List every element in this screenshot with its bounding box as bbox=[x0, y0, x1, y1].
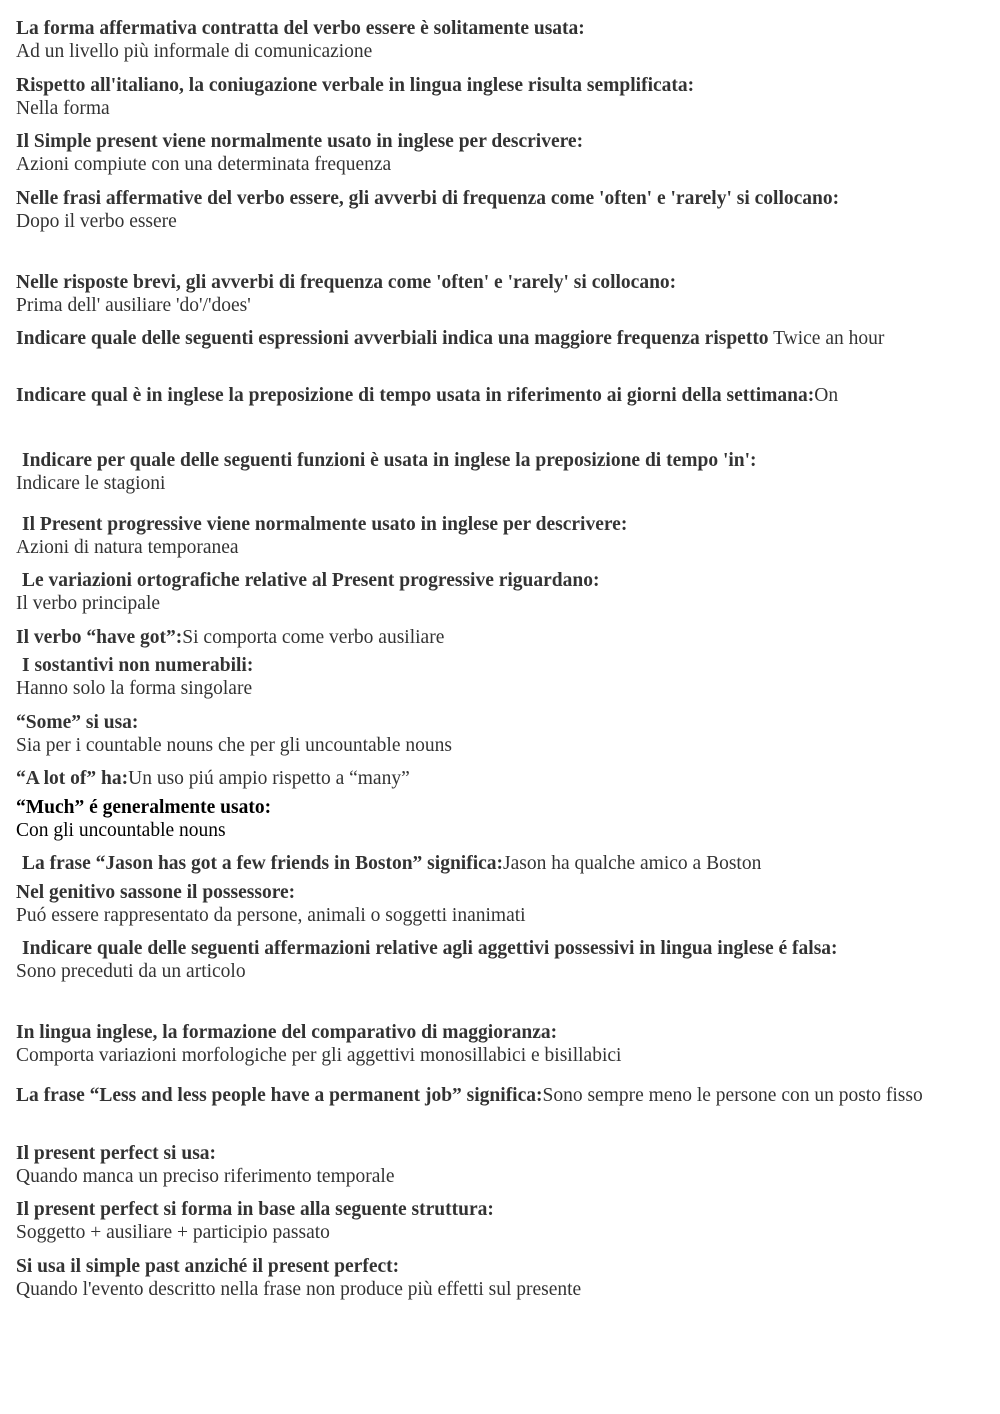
qa-item-4 bbox=[16, 187, 986, 233]
question: Nelle risposte brevi, gli avverbi di frequenza come 'often' e 'rarely' si collocano: bbox=[16, 272, 677, 293]
answer: Soggetto + ausiliare + participio passato bbox=[16, 1222, 330, 1243]
qa-item-1 bbox=[16, 17, 986, 63]
answer: Comporta variazioni morfologiche per gli aggettivi monosillabici e bisillabici bbox=[16, 1045, 622, 1066]
question: I sostantivi non numerabili: bbox=[22, 655, 254, 676]
answer: Quando l'evento descritto nella frase non produce più effetti sul presente bbox=[16, 1279, 582, 1300]
question: Nelle frasi affermative del verbo essere, gli avverbi di frequenza come 'often' e 'rarely' si collocano: bbox=[16, 188, 840, 209]
qa-item-7 bbox=[16, 384, 986, 407]
question: Indicare per quale delle seguenti funzioni è usata in inglese la preposizione di tempo 'in': bbox=[22, 450, 757, 471]
qa-item-5 bbox=[16, 271, 986, 317]
question: Indicare quale delle seguenti espressioni avverbiali indica una maggiore frequenza rispetto bbox=[16, 328, 769, 349]
answer: Nella forma bbox=[16, 98, 110, 119]
question: La forma affermativa contratta del verbo essere è solitamente usata: bbox=[16, 18, 585, 39]
answer: Un uso piú ampio rispetto a “many” bbox=[128, 768, 410, 789]
question: La frase “Less and less people have a permanent job” significa: bbox=[16, 1085, 543, 1106]
answer: Il verbo principale bbox=[16, 593, 161, 614]
qa-item-17 bbox=[16, 881, 986, 927]
qa-item-14 bbox=[16, 767, 986, 790]
question: Si usa il simple past anziché il present perfect: bbox=[16, 1256, 400, 1277]
answer: Sono sempre meno le persone con un posto fisso bbox=[542, 1085, 923, 1106]
qa-item-16 bbox=[16, 852, 986, 875]
answer: Puó essere rappresentato da persone, animali o soggetti inanimati bbox=[16, 905, 526, 926]
answer: Con gli uncountable nouns bbox=[16, 820, 226, 841]
question: Il Simple present viene normalmente usato in inglese per descrivere: bbox=[16, 131, 584, 152]
question: Nel genitivo sassone il possessore: bbox=[16, 882, 296, 903]
qa-item-9 bbox=[16, 513, 986, 559]
answer: Prima dell' ausiliare 'do'/'does' bbox=[16, 295, 251, 316]
qa-item-11 bbox=[16, 626, 986, 649]
question: Il verbo “have got”: bbox=[16, 627, 183, 648]
qa-item-12 bbox=[16, 654, 986, 700]
qa-item-19 bbox=[16, 1021, 986, 1067]
answer: Sia per i countable nouns che per gli uncountable nouns bbox=[16, 735, 452, 756]
question: “A lot of” ha: bbox=[16, 768, 129, 789]
question: La frase “Jason has got a few friends in Boston” significa: bbox=[22, 853, 504, 874]
qa-item-3 bbox=[16, 130, 986, 176]
qa-item-6 bbox=[16, 327, 986, 350]
question: In lingua inglese, la formazione del comparativo di maggioranza: bbox=[16, 1022, 558, 1043]
qa-item-10 bbox=[16, 569, 986, 615]
answer: Quando manca un preciso riferimento temporale bbox=[16, 1166, 395, 1187]
qa-item-22 bbox=[16, 1198, 986, 1244]
answer: Azioni di natura temporanea bbox=[16, 537, 239, 558]
answer: Sono preceduti da un articolo bbox=[16, 961, 246, 982]
question: Il present perfect si forma in base alla seguente struttura: bbox=[16, 1199, 494, 1220]
qa-item-2 bbox=[16, 74, 986, 120]
question: “Some” si usa: bbox=[16, 712, 139, 733]
answer: Hanno solo la forma singolare bbox=[16, 678, 253, 699]
question: Indicare quale delle seguenti affermazioni relative agli aggettivi possessivi in lingua inglese é falsa: bbox=[22, 938, 838, 959]
qa-item-20 bbox=[16, 1084, 986, 1107]
qa-item-15 bbox=[16, 796, 986, 842]
answer: Indicare le stagioni bbox=[16, 473, 166, 494]
answer: On bbox=[814, 385, 839, 406]
answer: Si comporta come verbo ausiliare bbox=[182, 627, 445, 648]
question: Il Present progressive viene normalmente usato in inglese per descrivere: bbox=[22, 514, 628, 535]
qa-item-23 bbox=[16, 1255, 986, 1301]
question: Indicare qual è in inglese la preposizione di tempo usata in riferimento ai giorni della settimana: bbox=[16, 385, 815, 406]
question: Il present perfect si usa: bbox=[16, 1143, 217, 1164]
qa-item-13 bbox=[16, 711, 986, 757]
answer: Jason ha qualche amico a Boston bbox=[503, 853, 762, 874]
qa-item-21 bbox=[16, 1142, 986, 1188]
answer: Ad un livello più informale di comunicazione bbox=[16, 41, 373, 62]
question: Le variazioni ortografiche relative al Present progressive riguardano: bbox=[22, 570, 600, 591]
answer: Twice an hour bbox=[768, 328, 885, 349]
qa-item-8 bbox=[16, 449, 986, 495]
answer: Azioni compiute con una determinata frequenza bbox=[16, 154, 392, 175]
question: “Much” é generalmente usato: bbox=[16, 797, 272, 818]
qa-item-18 bbox=[16, 937, 986, 983]
answer: Dopo il verbo essere bbox=[16, 211, 177, 232]
question: Rispetto all'italiano, la coniugazione verbale in lingua inglese risulta semplificata: bbox=[16, 75, 695, 96]
